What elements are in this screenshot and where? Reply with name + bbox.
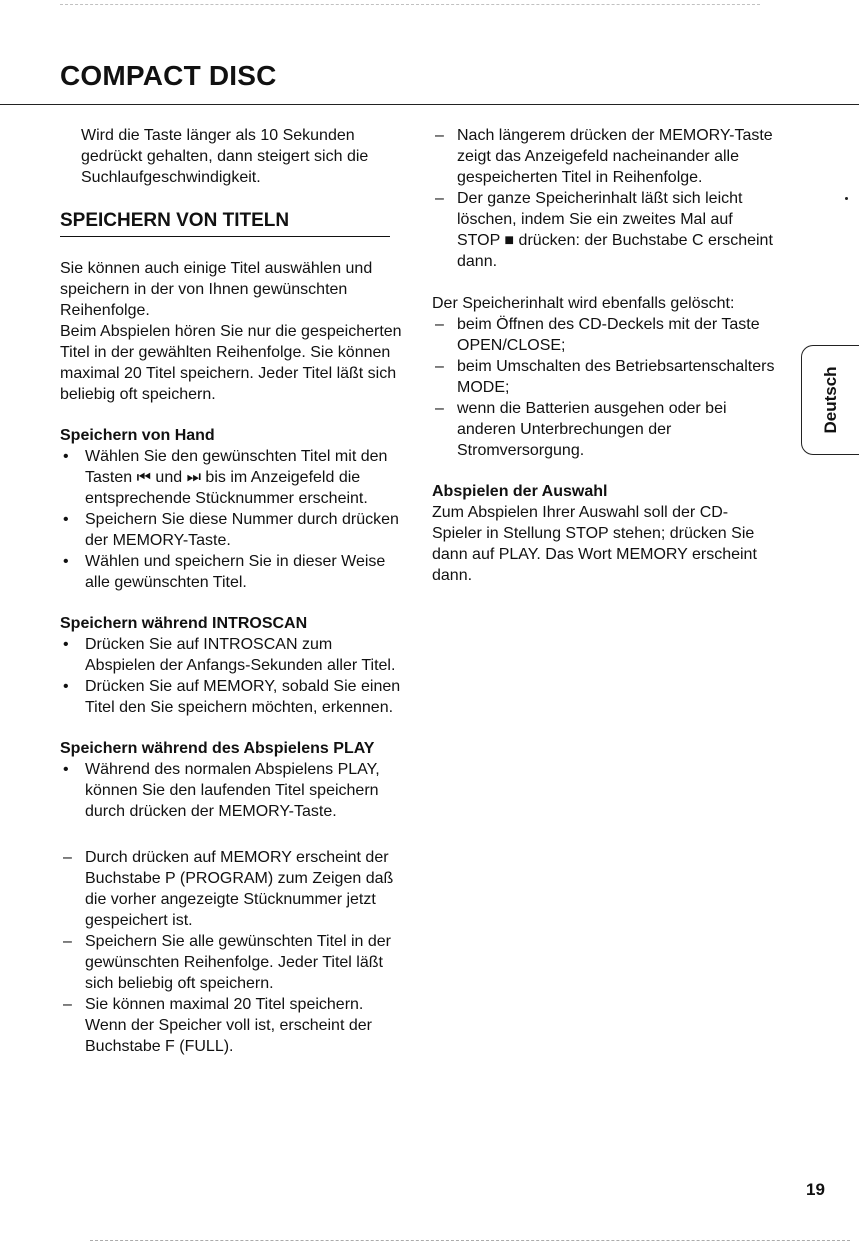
list-item: – Nach längerem drücken der MEMORY-Taste zeigt das Anzeigefeld nacheinander alle gespeicherten Titel in Reihenfolge.	[432, 125, 777, 188]
list-item: – beim Öffnen des CD-Deckels mit der Taste OPEN/CLOSE;	[432, 314, 777, 356]
list-item: – beim Umschalten des Betriebsartenschalters MODE;	[432, 356, 777, 398]
paragraph-1: Sie können auch einige Titel auswählen und speichern in der von Ihnen gewünschten Reihenfolge.	[60, 260, 373, 319]
language-tab	[801, 345, 859, 455]
playback-text: Zum Abspielen Ihrer Auswahl soll der CD-Spieler in Stellung STOP stehen; drücken Sie dann auf PLAY. Das Wort MEMORY erscheint dann.	[432, 504, 757, 584]
list-item: • Während des normalen Abspielens PLAY, können Sie den laufenden Titel speichern durch drücken der MEMORY-Taste.	[60, 759, 405, 822]
page-number: 19	[806, 1180, 825, 1199]
cleared-intro: Der Speicherinhalt wird ebenfalls gelöscht:	[432, 295, 735, 312]
list-item: – Der ganze Speicherinhalt läßt sich leicht löschen, indem Sie ein zweites Mal auf STOP ■ drücken: der Buchstabe C erscheint dann.	[432, 188, 777, 272]
list-item: – Sie können maximal 20 Titel speichern. Wenn der Speicher voll ist, erscheint der Buchstabe F (FULL).	[60, 994, 405, 1057]
list-item: • Wählen Sie den gewünschten Titel mit den Tasten ⏮ und ⏭ bis im Anzeigefeld die entsprechende Stücknummer erscheint.	[60, 446, 405, 509]
list-item: • Speichern Sie diese Nummer durch drücken der MEMORY-Taste.	[60, 509, 405, 551]
language-tab-label: Deutsch	[821, 366, 840, 434]
hand-list	[60, 446, 405, 593]
introscan-list	[60, 634, 405, 718]
right-column	[432, 125, 777, 586]
paragraph-2: Beim Abspielen hören Sie nur die gespeicherten Titel in der gewählten Reihenfolge. Sie können maximal 20 Titel speichern. Jeder Titel läßt sich beliebig oft speichern.	[60, 323, 402, 403]
list-item: • Wählen und speichern Sie in dieser Weise alle gewünschten Titel.	[60, 551, 405, 593]
notes-list	[60, 847, 405, 1057]
subheading-play: Speichern während des Abspielens PLAY	[60, 740, 375, 757]
subheading-hand: Speichern von Hand	[60, 427, 215, 444]
list-item: – Durch drücken auf MEMORY erscheint der Buchstabe P (PROGRAM) zum Zeigen daß die vorher angezeigte Stücknummer jetzt gespeichert ist.	[60, 847, 405, 931]
cleared-list	[432, 314, 777, 461]
scan-dot	[845, 197, 848, 200]
list-item: – Speichern Sie alle gewünschten Titel in der gewünschten Reihenfolge. Jeder Titel läßt sich beliebig oft speichern.	[60, 931, 405, 994]
subheading-playback: Abspielen der Auswahl	[432, 483, 608, 500]
scan-artifact-top	[60, 4, 760, 9]
list-item: • Drücken Sie auf MEMORY, sobald Sie einen Titel den Sie speichern möchten, erkennen.	[60, 676, 405, 718]
list-item: • Drücken Sie auf INTROSCAN zum Abspielen der Anfangs-Sekunden aller Titel.	[60, 634, 405, 676]
section-title: SPEICHERN VON TITELN	[60, 210, 390, 237]
list-item: – wenn die Batterien ausgehen oder bei anderen Unterbrechungen der Stromversorgung.	[432, 398, 777, 461]
scan-artifact-bottom	[90, 1240, 850, 1243]
top-notes-list	[432, 125, 777, 272]
play-list	[60, 759, 405, 822]
left-column	[60, 125, 405, 1057]
header-rule	[0, 104, 859, 105]
page-title: COMPACT DISC	[60, 60, 277, 91]
intro-paragraph: Wird die Taste länger als 10 Sekunden gedrückt gehalten, dann steigert sich die Suchlaufgeschwindigkeit.	[81, 127, 369, 186]
subheading-introscan: Speichern während INTROSCAN	[60, 615, 308, 632]
